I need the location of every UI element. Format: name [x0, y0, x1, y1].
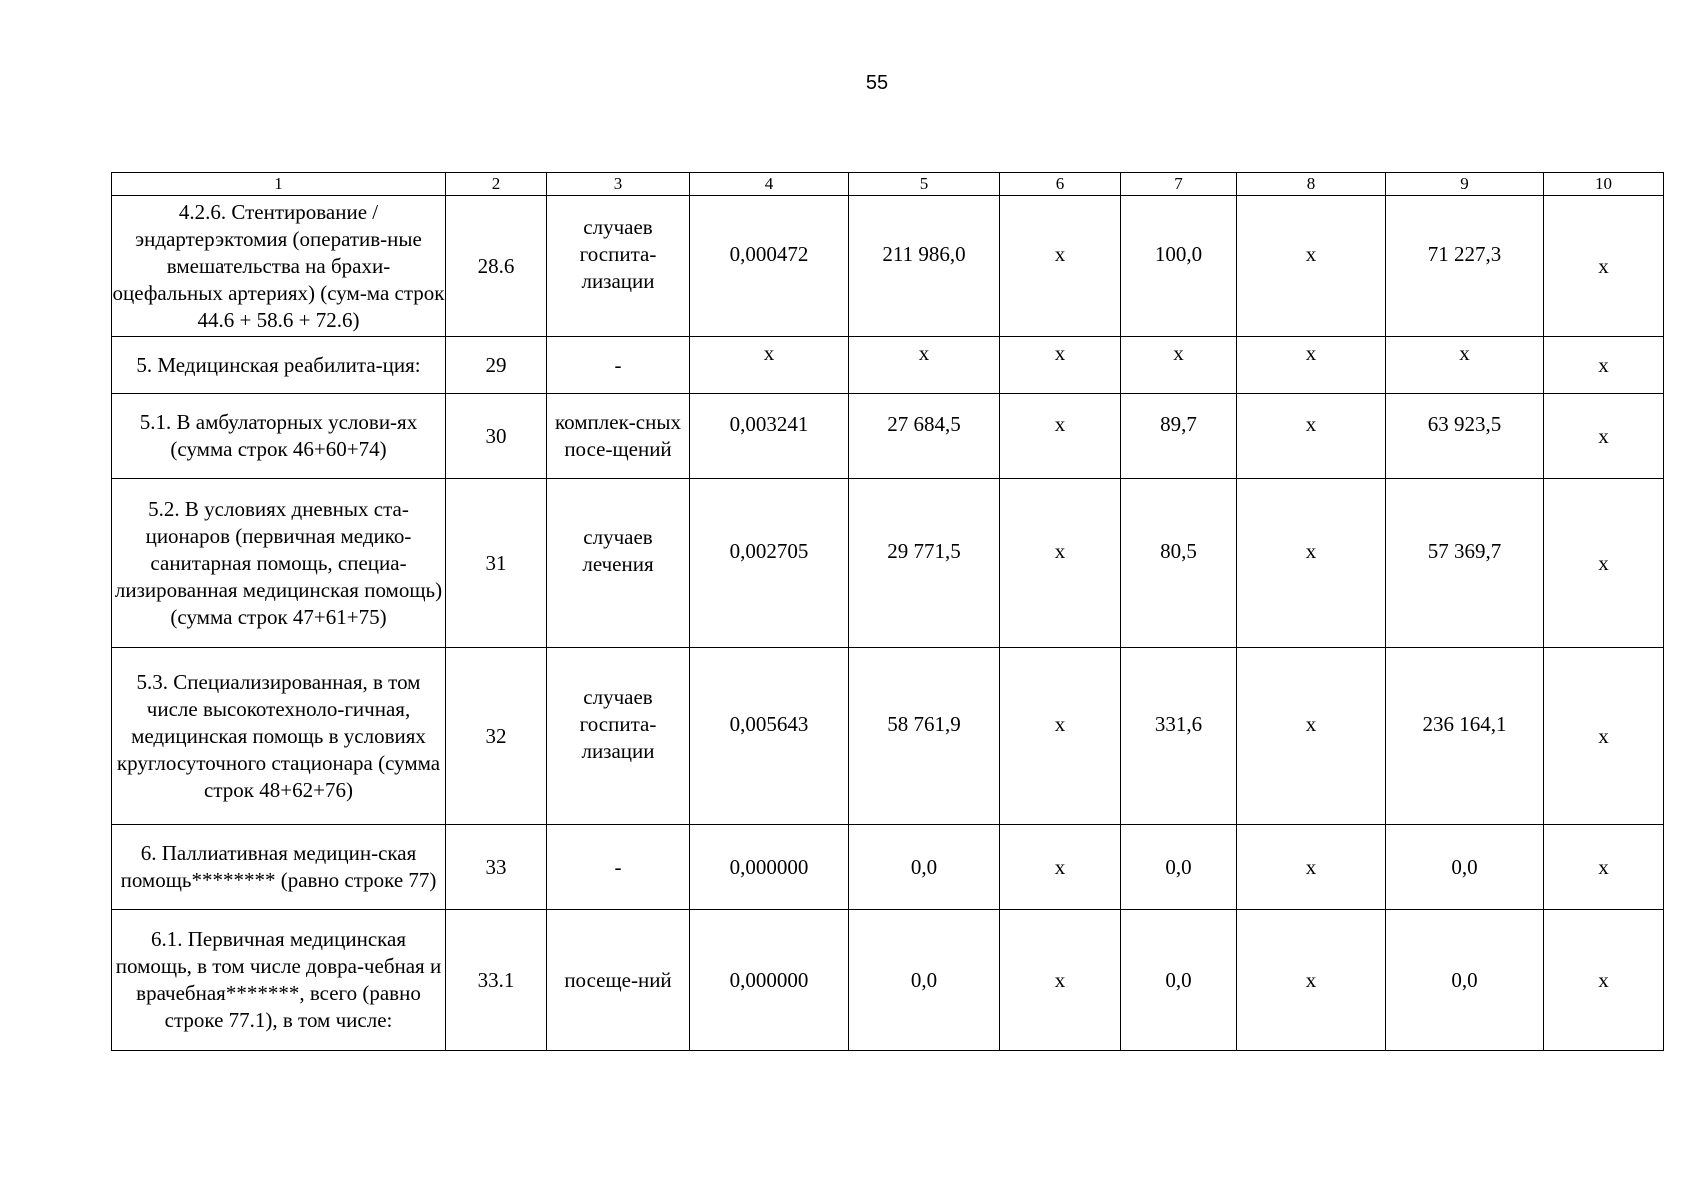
page-number: 55 — [865, 72, 889, 94]
row-value-7: х — [1121, 337, 1237, 394]
row-value-6: х — [1000, 910, 1121, 1051]
row-name: 5.3. Специализированная, в том числе высокотехноло-гичная, медицинская помощь в условиях круглосуточного стационара (сумма строк 48+62+76) — [112, 648, 446, 825]
column-header-6: 6 — [1000, 173, 1121, 196]
column-header-3: 3 — [547, 173, 690, 196]
row-value-8: х — [1237, 196, 1386, 337]
column-number-row — [112, 173, 1664, 196]
row-value-10: х — [1544, 394, 1664, 479]
row-value-4: 0,000472 — [690, 196, 849, 337]
row-unit: случаев госпита-лизации — [547, 648, 690, 825]
row-unit: случаев лечения — [547, 479, 690, 648]
row-unit: посеще-ний — [547, 910, 690, 1051]
row-value-6: х — [1000, 825, 1121, 910]
row-name: 5.1. В амбулаторных услови-ях (сумма строк 46+60+74) — [112, 394, 446, 479]
row-name: 5. Медицинская реабилита-ция: — [112, 337, 446, 394]
row-value-7: 89,7 — [1121, 394, 1237, 479]
row-value-5: 0,0 — [849, 825, 1000, 910]
row-value-10: х — [1544, 648, 1664, 825]
row-line-number: 31 — [446, 479, 547, 648]
row-value-9: 71 227,3 — [1386, 196, 1544, 337]
column-header-9: 9 — [1386, 173, 1544, 196]
row-unit: случаев госпита-лизации — [547, 196, 690, 337]
row-name: 5.2. В условиях дневных ста-ционаров (первичная медико-санитарная помощь, специа-лизированная медицинская помощь) (сумма строк 47+61+75) — [112, 479, 446, 648]
row-value-9: 63 923,5 — [1386, 394, 1544, 479]
column-header-8: 8 — [1237, 173, 1386, 196]
row-line-number: 32 — [446, 648, 547, 825]
row-value-9: 0,0 — [1386, 825, 1544, 910]
row-value-4: 0,003241 — [690, 394, 849, 479]
row-unit: - — [547, 825, 690, 910]
row-value-7: 80,5 — [1121, 479, 1237, 648]
row-name: 4.2.6. Стентирование /эндартерэктомия (оператив-ные вмешательства на брахи-оцефальных артериях) (сум-ма строк 44.6 + 58.6 + 72.6) — [112, 196, 446, 337]
row-value-10: х — [1544, 196, 1664, 337]
row-name: 6. Паллиативная медицин-ская помощь******** (равно строке 77) — [112, 825, 446, 910]
row-value-4: 0,002705 — [690, 479, 849, 648]
row-value-6: х — [1000, 196, 1121, 337]
column-header-2: 2 — [446, 173, 547, 196]
row-value-8: х — [1237, 479, 1386, 648]
row-value-9: 236 164,1 — [1386, 648, 1544, 825]
row-value-9: х — [1386, 337, 1544, 394]
row-line-number: 30 — [446, 394, 547, 479]
row-value-8: х — [1237, 337, 1386, 394]
table-row — [112, 648, 1664, 825]
row-value-8: х — [1237, 910, 1386, 1051]
row-value-5: 58 761,9 — [849, 648, 1000, 825]
row-value-7: 331,6 — [1121, 648, 1237, 825]
table-row — [112, 825, 1664, 910]
data-table — [111, 172, 1664, 1051]
row-value-5: 29 771,5 — [849, 479, 1000, 648]
table-row — [112, 394, 1664, 479]
column-header-7: 7 — [1121, 173, 1237, 196]
row-value-6: х — [1000, 648, 1121, 825]
row-value-9: 0,0 — [1386, 910, 1544, 1051]
row-value-10: х — [1544, 337, 1664, 394]
row-value-4: х — [690, 337, 849, 394]
row-value-5: х — [849, 337, 1000, 394]
row-value-6: х — [1000, 394, 1121, 479]
row-unit: - — [547, 337, 690, 394]
row-value-6: х — [1000, 337, 1121, 394]
row-value-7: 0,0 — [1121, 825, 1237, 910]
column-header-1: 1 — [112, 173, 446, 196]
column-header-5: 5 — [849, 173, 1000, 196]
row-value-8: х — [1237, 394, 1386, 479]
row-unit: комплек-сных посе-щений — [547, 394, 690, 479]
column-header-10: 10 — [1544, 173, 1664, 196]
row-value-7: 0,0 — [1121, 910, 1237, 1051]
row-value-9: 57 369,7 — [1386, 479, 1544, 648]
row-value-5: 27 684,5 — [849, 394, 1000, 479]
row-value-10: х — [1544, 910, 1664, 1051]
table-row — [112, 910, 1664, 1051]
row-value-8: х — [1237, 648, 1386, 825]
row-line-number: 29 — [446, 337, 547, 394]
column-header-4: 4 — [690, 173, 849, 196]
row-value-4: 0,000000 — [690, 825, 849, 910]
table-row — [112, 196, 1664, 337]
row-value-6: х — [1000, 479, 1121, 648]
row-value-10: х — [1544, 479, 1664, 648]
row-value-4: 0,005643 — [690, 648, 849, 825]
row-value-4: 0,000000 — [690, 910, 849, 1051]
row-value-5: 211 986,0 — [849, 196, 1000, 337]
table-row — [112, 479, 1664, 648]
row-name: 6.1. Первичная медицинская помощь, в том числе довра-чебная и врачебная*******, всего (равно строке 77.1), в том числе: — [112, 910, 446, 1051]
row-line-number: 33 — [446, 825, 547, 910]
row-value-10: х — [1544, 825, 1664, 910]
table-row — [112, 337, 1664, 394]
row-value-5: 0,0 — [849, 910, 1000, 1051]
row-value-7: 100,0 — [1121, 196, 1237, 337]
row-line-number: 33.1 — [446, 910, 547, 1051]
row-value-8: х — [1237, 825, 1386, 910]
row-line-number: 28.6 — [446, 196, 547, 337]
